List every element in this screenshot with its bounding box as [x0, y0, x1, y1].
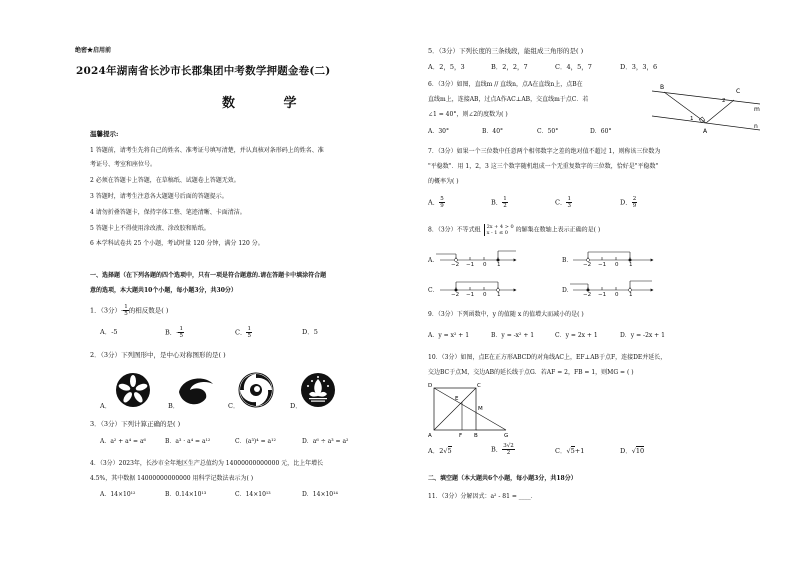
section1-heading-cont: 意的选项，本大题共10个小题，每小题3分，共30分）: [90, 287, 237, 294]
q6-option-c: C．50°: [537, 128, 559, 135]
notice-item: 3 答题时，请考生注意各大题题号后面的答题提示。: [90, 193, 228, 200]
q4-stem: 4．（3分）2023年，长沙市全年地区生产总值约为 14000000000000 元，比上年增长: [90, 460, 324, 467]
q9-option-a: A．y = x² + 1: [428, 332, 470, 339]
line-m: [652, 91, 760, 104]
segment-ac: [706, 100, 734, 123]
q2-stem: 2．（3分）下列图形中，是中心对称图形的是( ): [90, 351, 226, 359]
q10-figure: [426, 382, 514, 438]
fig-label: F: [459, 433, 463, 438]
q6-stem-cont: 直线m上，连接AB，过点A作AC⊥AB，交直线m于点C．若: [428, 96, 589, 103]
q6-option-a: A．30°: [428, 128, 449, 135]
fig-label: B: [474, 433, 478, 438]
tick-label: −1: [466, 262, 475, 268]
q8-inequality-system: 2x + 4 > 0 x - 1 ≤ 0: [484, 224, 514, 236]
q3-stem: 3．（3分）下列计算正确的是( ): [90, 420, 181, 428]
q1-option-b: B．- $\frac{1}{5}$: [165, 326, 183, 339]
q9-option-d: D．y = -2x + 1: [620, 332, 665, 339]
tick-label: 1: [629, 292, 633, 298]
fig-label: B: [660, 84, 665, 91]
notice-item: 2 必须在答题卡上答题，在草稿纸、试题卷上答题无效。: [90, 177, 240, 184]
q2-option-c: C．: [228, 402, 240, 410]
q7-stem-cont: "平稳数"．用 1，2，3 这三个数字随机组成一个无重复数字的三位数，恰好是"平稳数": [428, 163, 659, 170]
crescent-logo-icon: [176, 374, 216, 408]
q10-option-a: A．2√5: [428, 447, 452, 455]
fig-label: 2: [722, 98, 726, 104]
fig-label: m: [754, 106, 760, 113]
tick-label: 0: [483, 262, 487, 268]
tick-label: 0: [483, 292, 487, 298]
q3-option-d: D．a⁶ ÷ a³ = a²: [302, 438, 349, 445]
tick-label: −2: [451, 262, 460, 268]
tick-label: −2: [451, 292, 460, 298]
q9-option-b: B．y = -x² + 1: [491, 332, 535, 339]
q5-stem: 5．（3分）下列长度的三条线段，能组成三角形的是( ): [428, 47, 584, 55]
q7-stem: 7．（3分）如果一个三位数中任意两个相邻数字之差的绝对值不超过 1，则称该三位数为: [428, 148, 661, 155]
tick-label: −1: [466, 292, 475, 298]
fig-label: C: [477, 383, 481, 389]
tick-label: −1: [598, 262, 607, 268]
q3-option-c: C．(a³)⁴ = a¹²: [235, 438, 276, 445]
q2-option-a: A．: [100, 402, 112, 410]
q5-option-b: B．2，2，7: [491, 63, 528, 71]
fig-label: n: [754, 123, 758, 130]
hong-kong-emblem-icon: [115, 372, 151, 408]
q10-stem: 10．（3分）如图，点E在正方形ABCD的对角线AC上，EF⊥AB于点F，连接DE并延长，: [428, 354, 667, 361]
q7-option-d: D． $\frac{2}{9}$: [620, 196, 637, 209]
tick-label: −1: [598, 292, 607, 298]
fig-label: G: [504, 433, 509, 438]
fig-label: 1: [690, 116, 694, 122]
notice-item: 5 答题卡上不得使用涂改液、涂改胶和贴纸。: [90, 225, 210, 232]
macau-emblem-icon: [300, 372, 336, 408]
q5-option-a: A．2，5，3: [428, 63, 465, 71]
q6-figure: [650, 80, 762, 136]
secret-mark: 绝密★启用前: [75, 47, 112, 54]
q2-option-d: D．: [290, 402, 302, 410]
tick-label: 0: [615, 262, 619, 268]
tick-label: −2: [583, 292, 592, 298]
q7-option-a: A． $\frac{5}{9}$: [428, 196, 444, 209]
tick-label: −2: [583, 262, 592, 268]
subject-heading: 数 学: [222, 96, 319, 111]
fig-label: E: [455, 396, 459, 402]
q8-option-c-axis: [440, 282, 516, 292]
fig-label: C: [736, 88, 741, 95]
q1-option-c: C． $\frac{1}{5}$: [235, 326, 251, 339]
q4-option-b: B．0.14×10¹³: [165, 491, 207, 498]
q1-fraction: $\frac{1}{5}$: [124, 304, 128, 317]
tick-label: 1: [629, 262, 633, 268]
notice-item: 4 请勿折叠答题卡，保持字体工整、笔迹清晰、卡面清洁。: [90, 209, 246, 216]
q1-option-a: A．-5: [100, 328, 118, 336]
q8-option-c-label: C．: [428, 287, 439, 294]
q3-option-a: A．a² + a⁴ = a⁶: [100, 438, 146, 445]
q4-stem-cont: 4.5%，其中数据 14000000000000 用科学记数法表示为( ): [90, 475, 254, 482]
q7-stem-cont2: 的概率为( ): [428, 178, 459, 185]
tick-label: 0: [615, 292, 619, 298]
notice-item: 1 答题前，请考生先将自己的姓名、准考证号填写清楚，并认真核对条形码上的姓名、准: [90, 147, 324, 154]
fig-label: D: [428, 383, 433, 389]
q10-option-b: B． $\frac{3√2}{2}$: [491, 443, 514, 456]
fig-label: A: [703, 128, 708, 135]
tick-label: 1: [497, 262, 501, 268]
notice-item: 考证号、考室和座位号。: [90, 161, 157, 168]
q5-option-d: D．3，3，6: [620, 63, 658, 71]
page-title: 2024年湖南省长沙市长郡集团中考数学押题金卷(二): [76, 65, 331, 77]
notice-heading: 温馨提示:: [90, 130, 119, 138]
q1-stem: 1．（3分）- $\frac{1}{5}$ 的相反数是( ): [90, 304, 169, 317]
notice-item: 6 本学科试卷共 25 个小题，考试时量 120 分钟，满分 120 分。: [90, 240, 264, 247]
fig-label: M: [478, 406, 483, 412]
q4-option-c: C．14×10¹³: [235, 491, 271, 498]
q11-stem: 11．（3分）分解因式：a² - 81 = ____．: [428, 493, 537, 500]
q10-option-c: C．√5+1: [555, 447, 585, 455]
tick-label: 1: [497, 292, 501, 298]
q10-option-d: D．√10: [620, 447, 645, 455]
q6-stem: 6．（3分）如图，直线m // 直线n，点A在直线n上，点B在: [428, 81, 583, 88]
q3-option-b: B．a³ · a⁴ = a¹²: [165, 438, 211, 445]
q1-option-d: D．5: [302, 328, 318, 336]
q2-option-b: B．: [168, 402, 180, 410]
q8-option-a-axis: [436, 251, 516, 262]
q8-option-d-label: D．: [562, 287, 573, 294]
q6-stem-cont2: ∠1 = 40°，则∠2的度数为( ): [428, 111, 508, 118]
q7-option-c: C． $\frac{1}{3}$: [555, 196, 571, 209]
q8-stem: 8．（3分）不等式组 2x + 4 > 0 x - 1 ≤ 0 的解集在数轴上表示正确的是( ): [428, 224, 601, 236]
q5-option-c: C．4，5，7: [555, 63, 592, 71]
section1-heading: 一、选择题（在下列各题的四个选项中，只有一项是符合题意的.请在答题卡中填涂符合题: [90, 272, 327, 279]
q4-option-d: D．14×10¹⁴: [302, 491, 338, 498]
q7-option-b: B． $\frac{1}{2}$: [491, 196, 507, 209]
q8-option-b-axis: [573, 252, 653, 262]
q9-option-c: C．y = 2x + 1: [555, 332, 598, 339]
q4-option-a: A．14×10¹²: [100, 491, 136, 498]
q10-stem-cont: 交边BC于点M，交边AB的延长线于点G．若AF = 2，FB = 1，则MG = ( ): [428, 369, 634, 376]
section2-heading: 二、填空题（本大题共6个小题，每小题3分，共18分）: [428, 475, 577, 482]
q6-option-b: B．40°: [482, 128, 504, 135]
q6-option-d: D．60°: [590, 128, 612, 135]
q9-stem: 9．（3分）下列函数中，y 的值随 x 的值增大而减小的是( ): [428, 311, 584, 318]
q8-option-a-label: A．: [428, 257, 439, 264]
q8-option-b-label: B．: [562, 257, 573, 264]
spiral-logo-icon: [238, 372, 274, 408]
fig-label: A: [428, 433, 432, 438]
q8-option-d-axis: [570, 281, 653, 292]
